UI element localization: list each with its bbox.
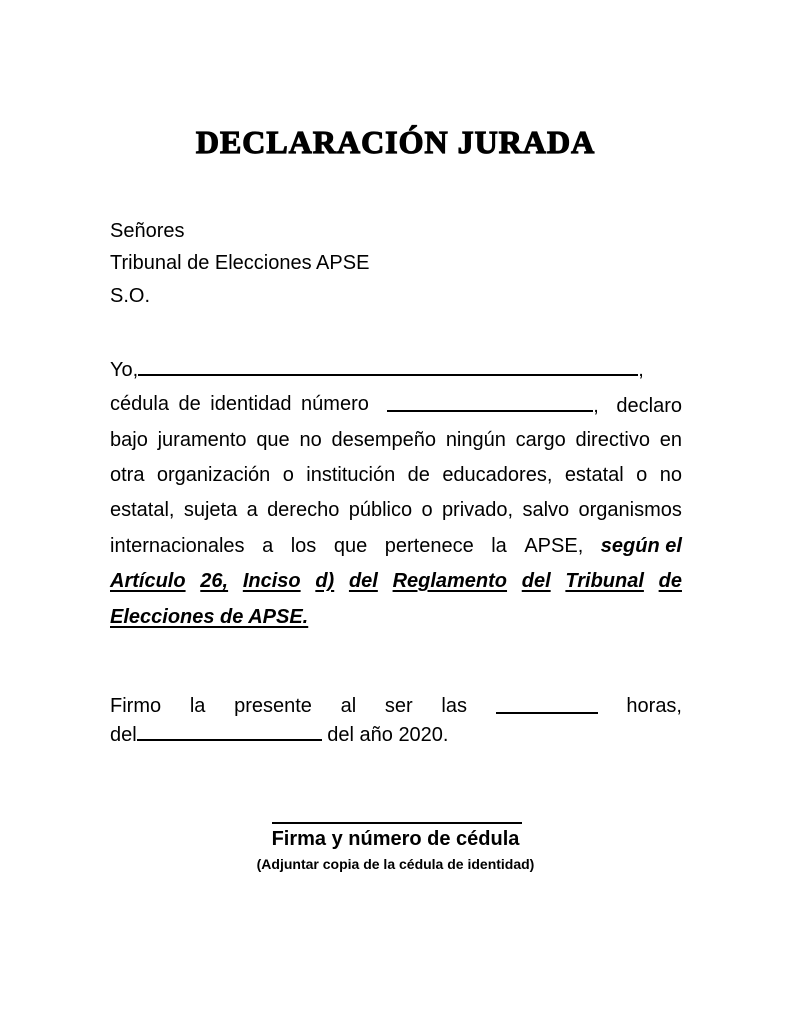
word: la bbox=[491, 535, 507, 557]
word: presente bbox=[234, 695, 312, 717]
word: los bbox=[290, 535, 317, 557]
word: organismos bbox=[578, 499, 682, 521]
word: no bbox=[659, 464, 682, 486]
word: a bbox=[246, 499, 258, 521]
word: privado, bbox=[441, 499, 514, 521]
signature-line[interactable] bbox=[272, 822, 522, 824]
word: no bbox=[299, 429, 322, 451]
word: la bbox=[189, 695, 206, 717]
word: desempeño bbox=[331, 429, 437, 451]
yo-label: Yo, bbox=[110, 359, 139, 381]
word: juramento bbox=[157, 429, 247, 451]
word: salvo bbox=[522, 499, 570, 521]
word: Inciso bbox=[242, 570, 301, 592]
word: las bbox=[441, 695, 467, 717]
word: de bbox=[658, 570, 682, 592]
name-line-comma: , bbox=[638, 359, 644, 381]
word: internacionales bbox=[110, 535, 245, 557]
article-reference-end: Elecciones de APSE. bbox=[110, 606, 309, 628]
signature-note: (Adjuntar copia de la cédula de identidad) bbox=[256, 856, 535, 872]
word: bajo bbox=[110, 429, 148, 451]
word: Artículo bbox=[110, 570, 186, 592]
addressee-line-1: Señores bbox=[110, 220, 185, 242]
word: a bbox=[262, 535, 274, 557]
paragraph-line-4 bbox=[110, 462, 682, 488]
cedula-blank-group bbox=[387, 391, 682, 417]
year-label: del año 2020. bbox=[327, 724, 449, 746]
cedula-label: cédula de identidad número bbox=[110, 393, 369, 415]
word: o bbox=[282, 464, 294, 486]
word: estatal, bbox=[110, 499, 175, 521]
word: 26, bbox=[200, 570, 229, 592]
word: d) bbox=[315, 570, 335, 592]
word: en bbox=[659, 429, 682, 451]
word: que bbox=[333, 535, 368, 557]
word: sujeta bbox=[183, 499, 238, 521]
signing-time-line bbox=[110, 693, 682, 719]
article-reference-start: según el bbox=[600, 535, 682, 557]
word: institución bbox=[306, 464, 396, 486]
cedula-blank[interactable] bbox=[387, 391, 593, 412]
word: o bbox=[421, 499, 433, 521]
word: pertenece bbox=[384, 535, 474, 557]
word: otra bbox=[110, 464, 145, 486]
word: ser bbox=[384, 695, 413, 717]
name-blank[interactable] bbox=[138, 355, 638, 376]
word: público bbox=[348, 499, 413, 521]
date-blank[interactable] bbox=[137, 720, 322, 741]
word: que bbox=[256, 429, 290, 451]
word: derecho bbox=[267, 499, 340, 521]
article-reference-line bbox=[110, 568, 682, 594]
word: del bbox=[521, 570, 551, 592]
word: o bbox=[636, 464, 648, 486]
word: estatal bbox=[564, 464, 624, 486]
word: al bbox=[340, 695, 357, 717]
document-title: DECLARACIÓN JURADA bbox=[195, 124, 596, 160]
hours-blank[interactable] bbox=[496, 693, 598, 714]
word: ningún bbox=[445, 429, 506, 451]
word: del bbox=[348, 570, 378, 592]
paragraph-line-6 bbox=[110, 533, 682, 559]
signing-date-line bbox=[110, 720, 449, 746]
hours-label: horas, bbox=[626, 695, 682, 717]
word: Reglamento bbox=[392, 570, 508, 592]
cedula-line bbox=[110, 391, 682, 417]
del-label: del bbox=[110, 724, 137, 746]
signature-caption: Firma y número de cédula bbox=[271, 828, 520, 850]
paragraph-line-3 bbox=[110, 427, 682, 453]
cedula-end: , declaro bbox=[593, 395, 682, 417]
word: de bbox=[407, 464, 430, 486]
word: directivo bbox=[575, 429, 650, 451]
addressee-line-2: Tribunal de Elecciones APSE bbox=[110, 252, 370, 274]
word: APSE, bbox=[524, 535, 584, 557]
word: organización bbox=[156, 464, 271, 486]
word: cargo bbox=[515, 429, 566, 451]
paragraph-line-5 bbox=[110, 497, 682, 523]
addressee-line-3: S.O. bbox=[110, 285, 151, 307]
word: Tribunal bbox=[565, 570, 644, 592]
name-line bbox=[110, 355, 644, 381]
word: educadores, bbox=[442, 464, 553, 486]
word: Firmo bbox=[110, 695, 162, 717]
